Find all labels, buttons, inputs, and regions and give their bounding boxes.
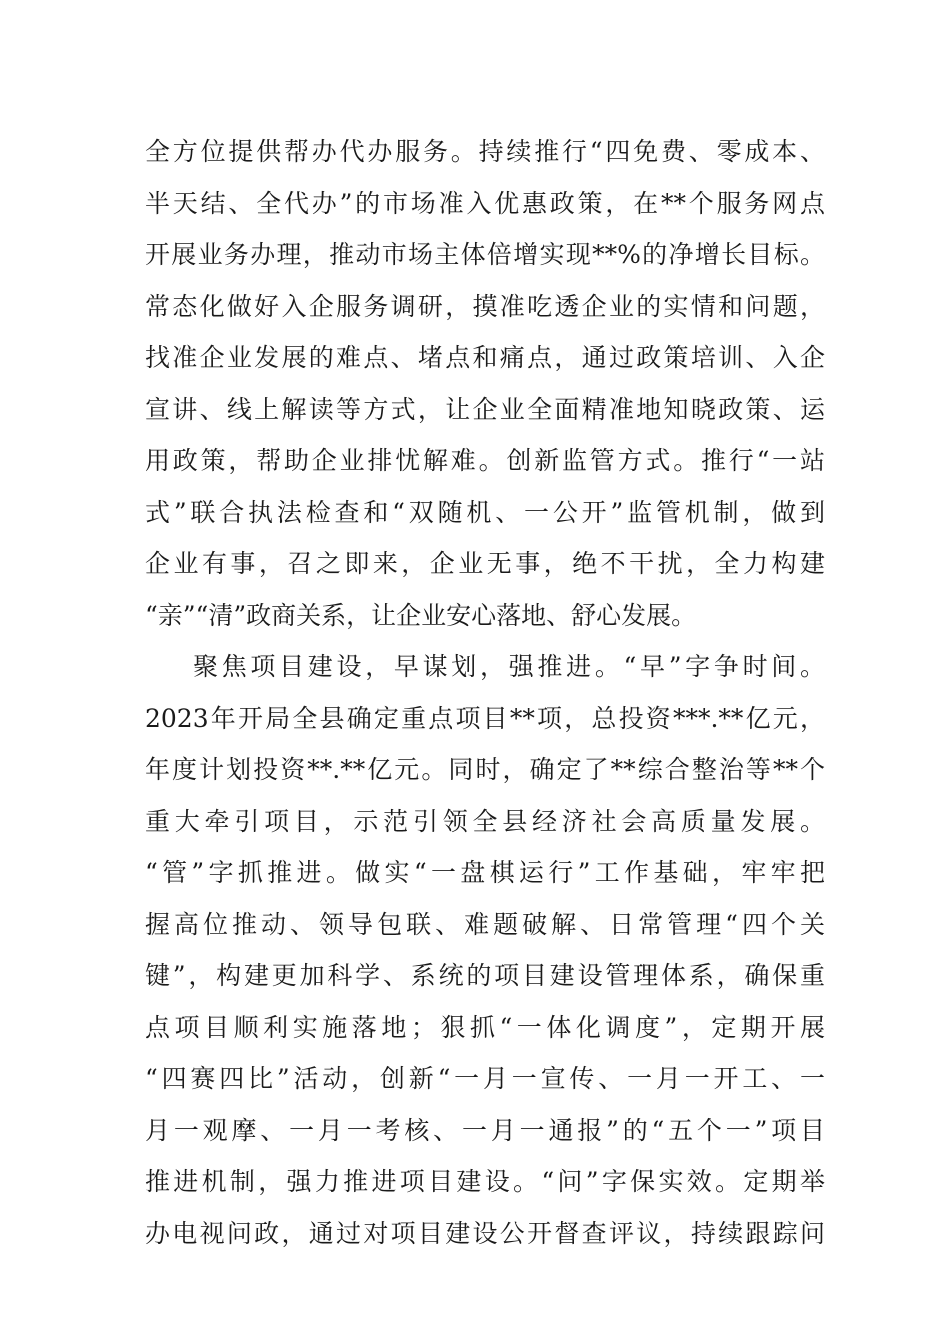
text-line: 重大牵引项目，示范引领全县经济社会高质量发展。 bbox=[145, 806, 825, 836]
body-text bbox=[145, 126, 825, 1259]
text-line: 握高位推动、领导包联、难题破解、日常管理“四个关 bbox=[145, 909, 825, 939]
text-line: 点项目顺利实施落地；狠抓“一体化调度”，定期开展 bbox=[145, 1012, 825, 1042]
text-line: 宣讲、线上解读等方式，让企业全面精准地知晓政策、运 bbox=[145, 394, 825, 424]
text-line: 月一观摩、一月一考核、一月一通报”的“五个一”项目 bbox=[145, 1115, 825, 1145]
text-line: 式”联合执法检查和“双随机、一公开”监管机制，做到 bbox=[145, 497, 825, 527]
text-line: 聚焦项目建设，早谋划，强推进。“早”字争时间。 bbox=[193, 652, 825, 681]
text-line: 办电视问政，通过对项目建设公开督查评议，持续跟踪问 bbox=[145, 1218, 825, 1248]
text-line: 开展业务办理，推动市场主体倍增实现**%的净增长目标。 bbox=[145, 240, 825, 269]
text-line: 键”，构建更加科学、系统的项目建设管理体系，确保重 bbox=[145, 961, 825, 990]
text-line: 半天结、全代办”的市场准入优惠政策，在**个服务网点 bbox=[145, 188, 825, 218]
text-line: “亲”“清”政商关系，让企业安心落地、舒心发展。 bbox=[145, 600, 697, 630]
text-line: 2023年开局全县确定重点项目**项，总投资***.**亿元， bbox=[145, 703, 825, 733]
text-line: 推进机制，强力推进项目建设。“问”字保实效。定期举 bbox=[145, 1167, 825, 1196]
text-line: “管”字抓推进。做实“一盘棋运行”工作基础，牢牢把 bbox=[145, 858, 825, 887]
text-line: 年度计划投资**.**亿元。同时，确定了**综合整治等**个 bbox=[145, 755, 825, 784]
text-line: 全方位提供帮办代办服务。持续推行“四免费、零成本、 bbox=[145, 137, 825, 166]
text-line: 用政策，帮助企业排忧解难。创新监管方式。推行“一站 bbox=[145, 446, 825, 475]
text-line: 常态化做好入企服务调研，摸准吃透企业的实情和问题， bbox=[145, 291, 825, 321]
text-line: 企业有事，召之即来，企业无事，绝不干扰，全力构建 bbox=[145, 549, 825, 578]
paragraph-projects bbox=[145, 641, 825, 1259]
paragraph-service bbox=[145, 126, 825, 641]
text-line: 找准企业发展的难点、堵点和痛点，通过政策培训、入企 bbox=[145, 343, 825, 372]
text-line: “四赛四比”活动，创新“一月一宣传、一月一开工、一 bbox=[145, 1064, 825, 1093]
